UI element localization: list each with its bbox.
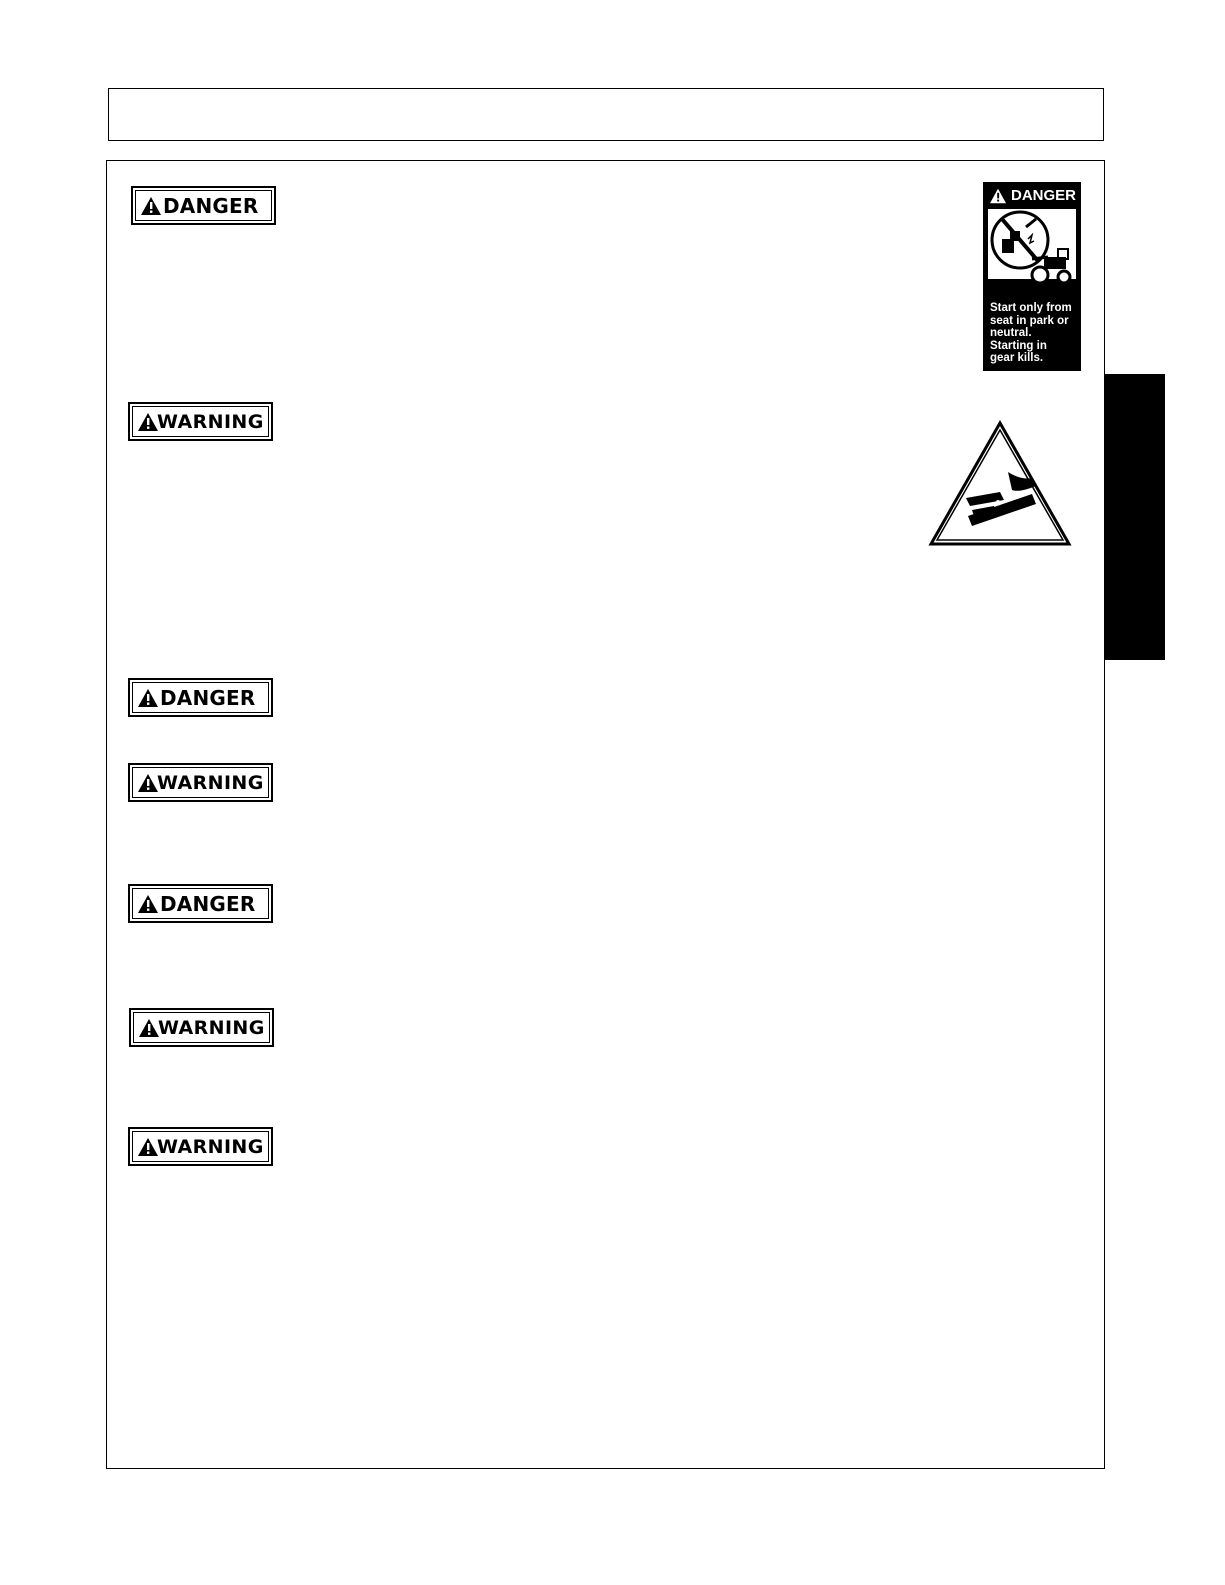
alert-triangle-icon [137,1137,159,1157]
no-start-tractor-icon [988,209,1076,299]
badge-label: DANGER [160,892,256,916]
alert-triangle-icon [989,188,1007,204]
danger-badge [128,678,273,717]
decal-message: Start only from seat in park or neutral. Starting in gear kills. [990,302,1072,364]
alert-triangle-icon [137,773,159,793]
badge-label: WARNING [157,772,264,794]
safety-content-frame [106,160,1105,1469]
decal-picture [988,209,1076,279]
badge-label: DANGER [160,686,256,710]
badge-label: WARNING [158,1017,265,1039]
alert-triangle-icon [140,196,162,216]
safety-decal [983,182,1081,371]
badge-label: DANGER [163,194,259,218]
warning-badge [128,402,273,441]
decal-heading [987,186,1079,206]
alert-triangle-icon [137,412,159,432]
danger-badge [128,884,273,923]
high-pressure-fluid-hand-icon [928,420,1072,548]
warning-badge [128,763,273,802]
alert-triangle-icon [137,894,159,914]
warning-badge [128,1127,273,1166]
page-header-box [108,88,1104,141]
warning-badge [129,1008,274,1047]
danger-badge [131,186,276,225]
alert-triangle-icon [138,1018,160,1038]
badge-label: WARNING [157,411,264,433]
decal-heading-text: DANGER [1011,187,1077,204]
alert-triangle-icon [137,688,159,708]
section-tab-marker [1104,374,1165,660]
badge-label: WARNING [157,1136,264,1158]
